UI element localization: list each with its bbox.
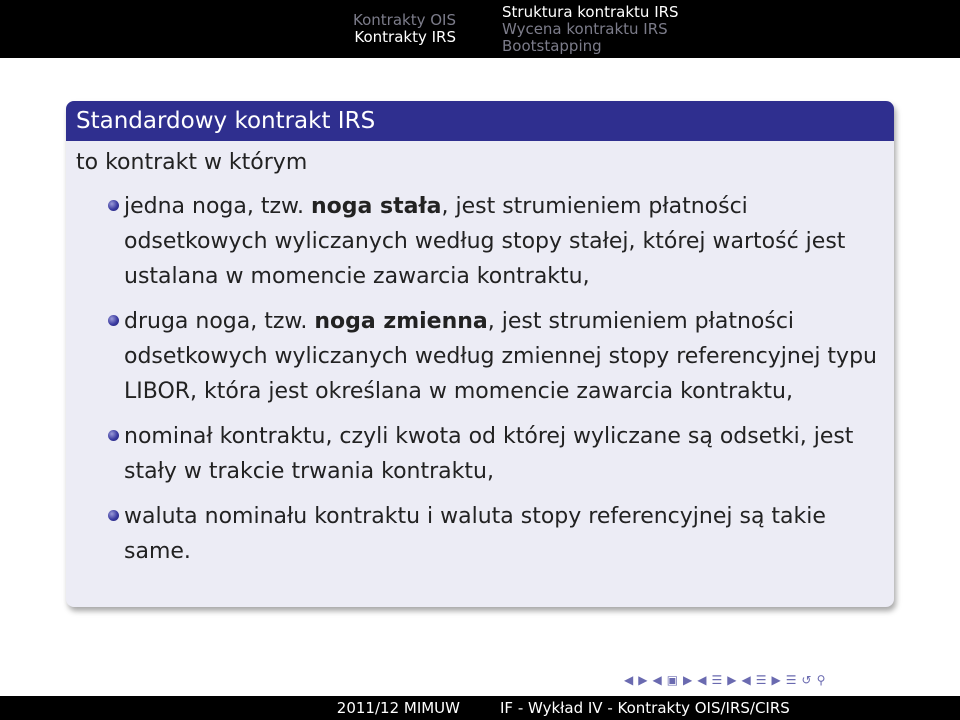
content-block — [66, 101, 894, 607]
prev-frame-icon[interactable]: ◀ — [624, 673, 634, 687]
next-slide-icon[interactable]: ▶ — [683, 673, 693, 687]
bullet-icon — [108, 315, 119, 326]
next-subsection-icon[interactable]: ▶ — [727, 673, 737, 687]
nav-subsection-structure[interactable]: Struktura kontraktu IRS — [502, 2, 679, 21]
prev-subsection-icon[interactable]: ◀ — [697, 673, 707, 687]
next-frame-icon[interactable]: ▶ — [638, 673, 648, 687]
bullet-list — [76, 189, 884, 569]
list-item — [66, 189, 884, 294]
item-bold-term: noga stała — [311, 194, 442, 219]
item-text: druga noga, tzw. — [124, 309, 315, 334]
item-text: , jest strumieniem płatności odsetkowych wyliczanych według zmiennej stopy referencyjnej typu LIBOR, która jest określana w momencie zawarcia kontraktu, — [124, 309, 877, 404]
search-icon[interactable]: ⚲ — [816, 673, 826, 687]
footer-date: 2011/12 MIMUW — [336, 699, 460, 717]
item-bold-term: noga zmienna — [314, 309, 488, 334]
prev-slide-icon[interactable]: ◀ — [652, 673, 662, 687]
next-section-icon[interactable]: ▶ — [771, 673, 781, 687]
intro-text: to kontrakt w którym — [76, 150, 308, 175]
item-text: waluta nominału kontraktu i waluta stopy referencyjnej są takie same. — [124, 504, 826, 564]
subsection-nav — [480, 0, 960, 58]
footer-bar — [0, 696, 960, 720]
item-text: jedna noga, tzw. — [124, 194, 311, 219]
back-icon[interactable]: ↺ — [801, 673, 812, 687]
bullet-icon — [108, 200, 119, 211]
document-icon[interactable]: ☰ — [785, 673, 797, 687]
nav-subsection-valuation[interactable]: Wycena kontraktu IRS — [502, 19, 668, 38]
prev-section-icon[interactable]: ◀ — [741, 673, 751, 687]
nav-section-irs[interactable]: Kontrakty IRS — [354, 28, 456, 46]
section-nav — [0, 0, 480, 58]
nav-section-ois[interactable]: Kontrakty OIS — [353, 11, 456, 29]
slide-icon[interactable]: ▣ — [666, 673, 679, 687]
bullet-icon — [108, 430, 119, 441]
item-text: nominał kontraktu, czyli kwota od której wyliczane są odsetki, jest stały w trakcie trwania kontraktu, — [124, 424, 854, 484]
block-title: Standardowy kontrakt IRS — [66, 101, 894, 141]
list-item — [66, 419, 884, 489]
list-item — [66, 499, 884, 569]
bullet-icon — [108, 510, 119, 521]
list-item — [66, 304, 884, 409]
top-navigation-bar — [0, 0, 960, 58]
nav-subsection-bootstrapping[interactable]: Bootstapping — [502, 36, 602, 55]
section-icon[interactable]: ☰ — [755, 673, 767, 687]
beamer-navigation-symbols — [624, 671, 830, 689]
subsection-icon[interactable]: ☰ — [711, 673, 723, 687]
item-text: , jest strumieniem płatności odsetkowych wyliczanych według stopy stałej, której wartość jest ustalana w momencie zawarcia kontraktu, — [124, 194, 846, 289]
footer-title: IF - Wykład IV - Kontrakty OIS/IRS/CIRS — [500, 699, 790, 717]
block-body — [66, 141, 894, 569]
